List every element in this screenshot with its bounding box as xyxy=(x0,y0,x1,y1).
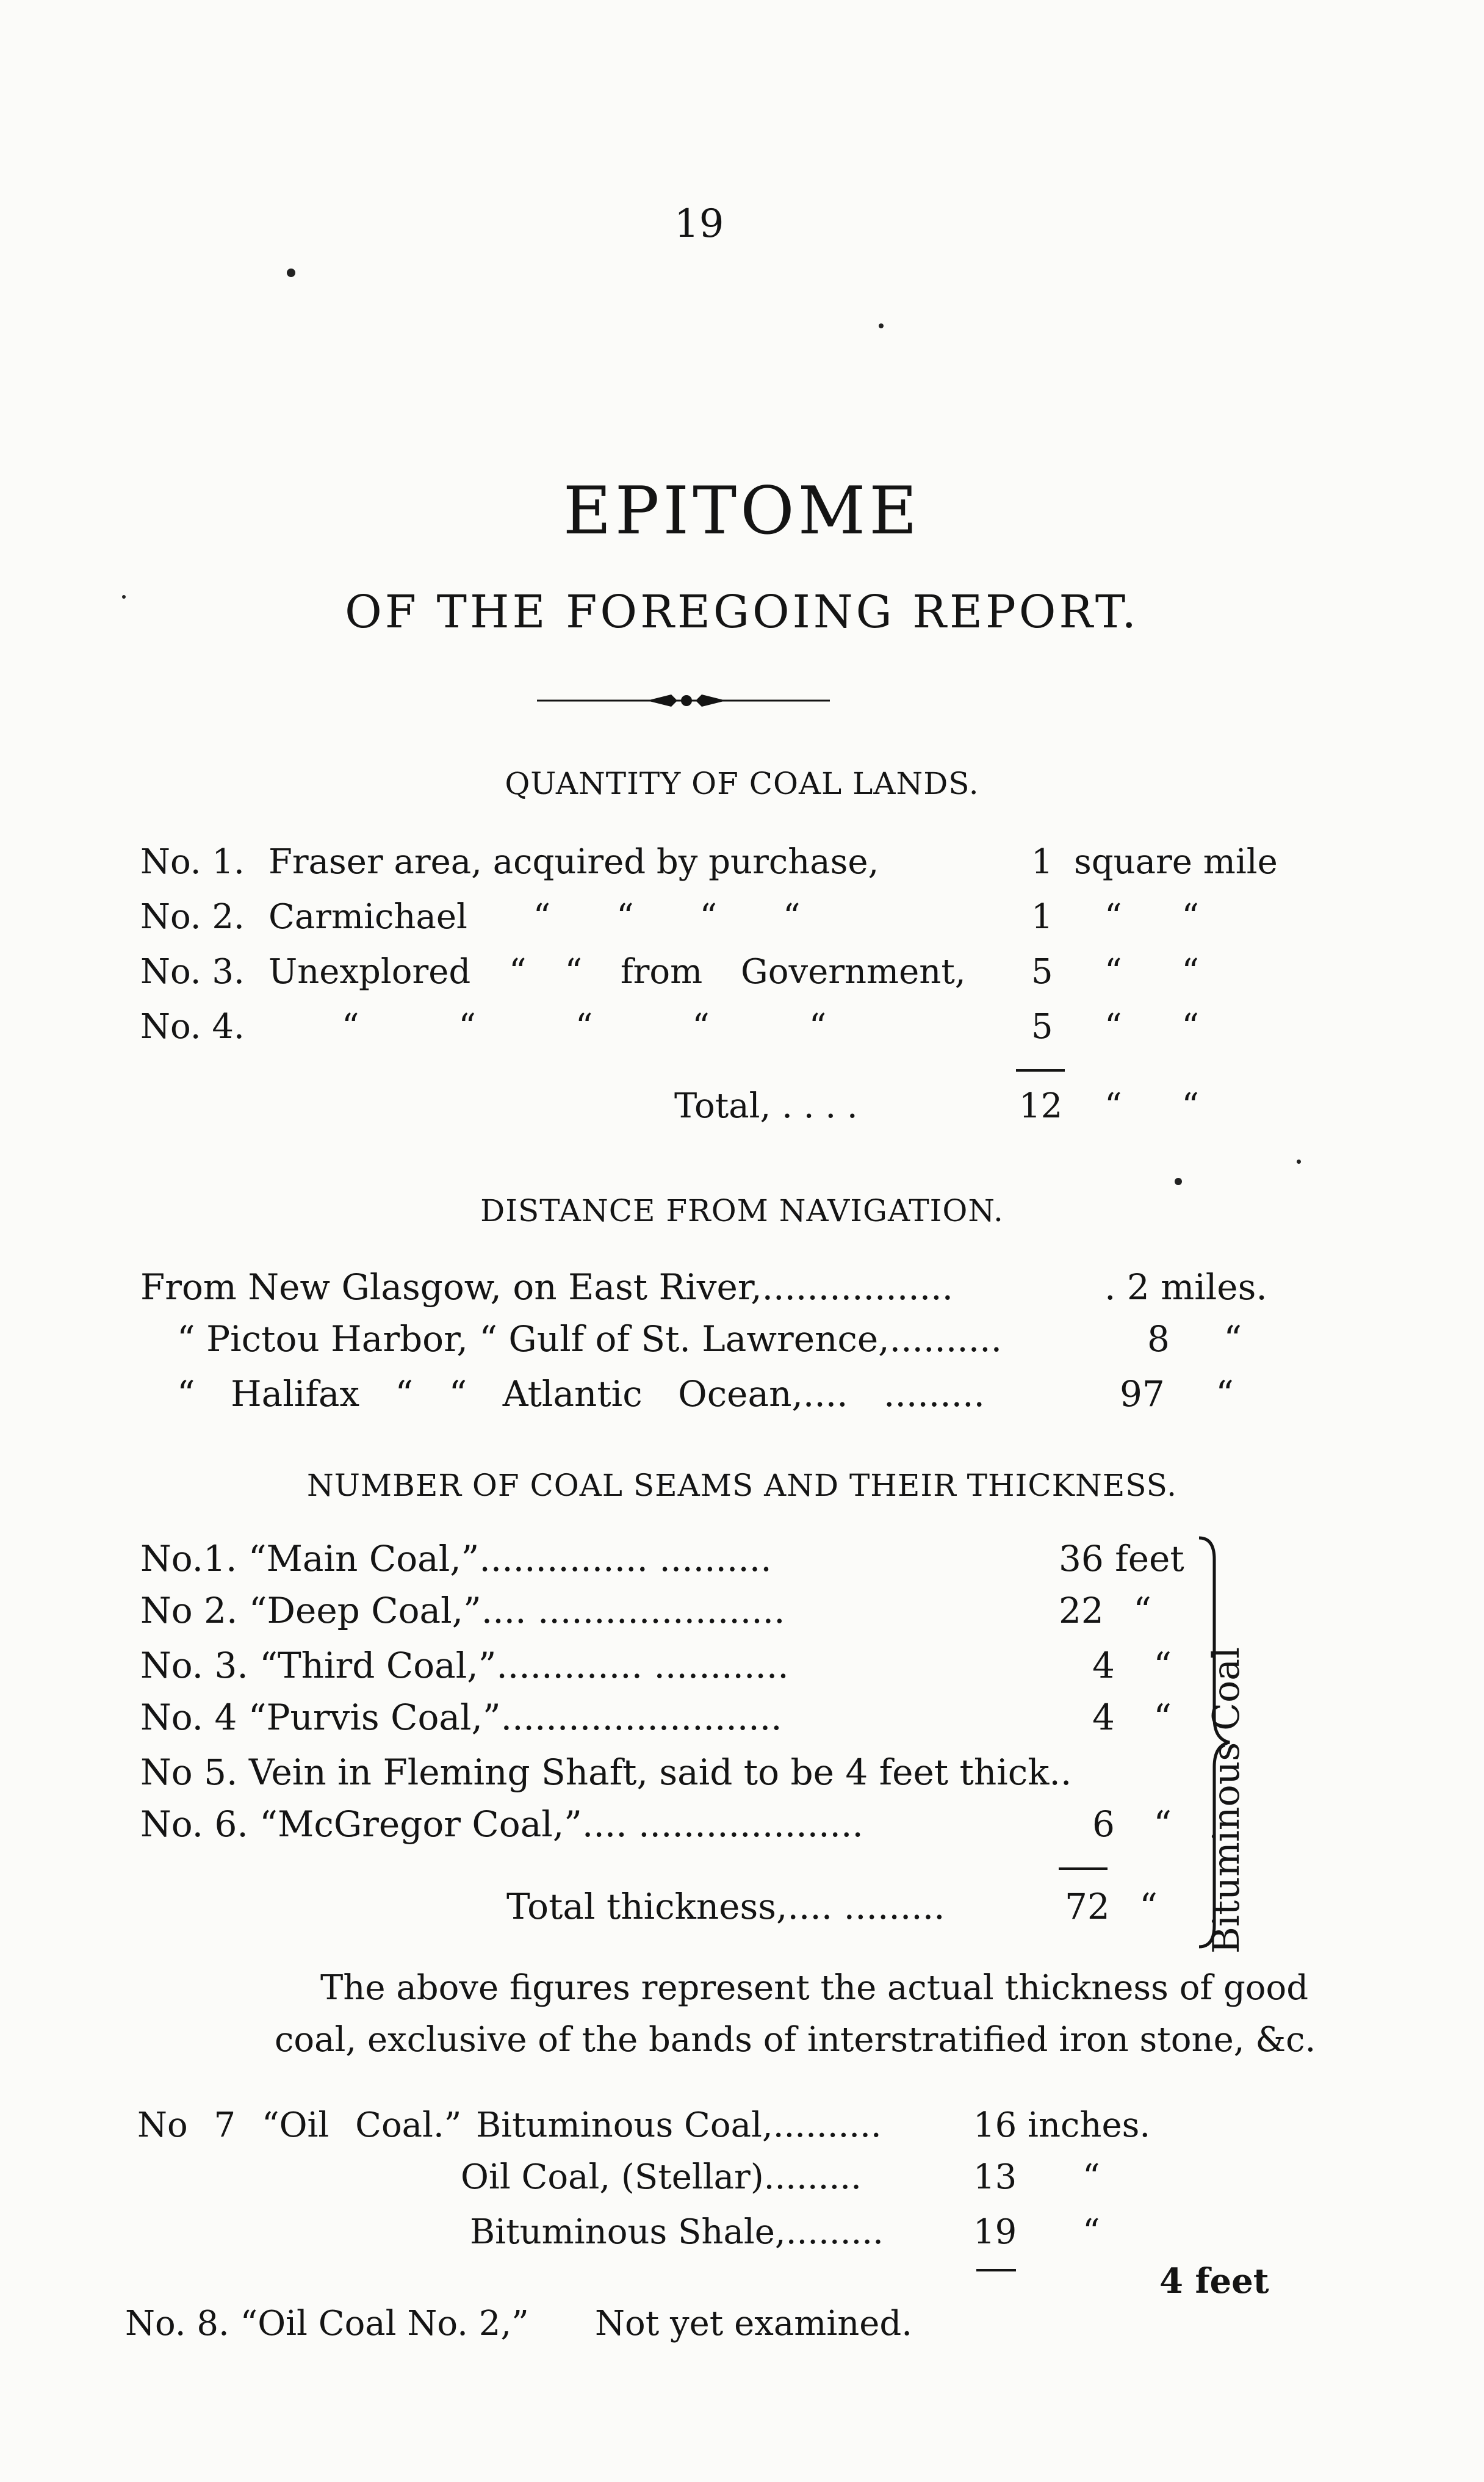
quantity-row-num: 1 xyxy=(1031,842,1053,882)
seam-row-value: 4 “ xyxy=(1092,1645,1172,1686)
oil-row-value: 19 “ xyxy=(973,2212,1100,2252)
scan-speck xyxy=(287,269,295,277)
seam-row-text: No 5. Vein in Fleming Shaft, said to be 4 feet thick.. xyxy=(140,1751,1072,1793)
seam-row-text: No. 4 “Purvis Coal,”......................... xyxy=(140,1697,782,1738)
oil-total: 4 feet xyxy=(1159,2261,1269,2301)
distance-row-text: “ Halifax “ “ Atlantic Ocean,.... ......... xyxy=(177,1373,985,1415)
note-line: The above figures represent the actual thickness of good xyxy=(320,1968,1309,2008)
oil-row-label: Bituminous Coal,.......... xyxy=(476,2105,882,2145)
page-number: 19 xyxy=(674,201,724,247)
distance-row-value: . 2 miles. xyxy=(1104,1266,1267,1308)
note-line: coal, exclusive of the bands of interstratified iron stone, &c. xyxy=(275,2020,1316,2060)
quantity-row-num: 5 xyxy=(1031,952,1053,992)
oil-no8-label: No. 8. “Oil Coal No. 2,” xyxy=(125,2304,529,2343)
oil-no7-label: No 7 “Oil Coal.” xyxy=(137,2105,462,2145)
quantity-row-no: No. 4. xyxy=(140,1007,245,1047)
seam-row-value: 4 “ xyxy=(1092,1697,1172,1738)
sum-rule xyxy=(1059,1867,1108,1870)
seam-row-text: No. 3. “Third Coal,”............. ............ xyxy=(140,1645,789,1686)
quantity-row-no: No. 2. xyxy=(140,897,245,937)
quantity-row-unit: “ “ xyxy=(1104,952,1200,992)
distance-row-value: 97 “ xyxy=(1120,1373,1234,1415)
seam-row-value: 22 “ xyxy=(1059,1590,1151,1631)
page-title: EPITOME xyxy=(563,473,921,549)
quantity-row-desc: “ “ “ “ “ xyxy=(342,1007,827,1047)
seams-total-label: Total thickness,.... ......... xyxy=(506,1886,945,1927)
scan-speck xyxy=(122,595,126,599)
quantity-row-unit: “ “ xyxy=(1104,1007,1200,1047)
distance-row-text: From New Glasgow, on East River,................. xyxy=(140,1266,954,1308)
scan-speck xyxy=(1175,1178,1182,1185)
quantity-total-num: 12 xyxy=(1019,1086,1063,1126)
scan-speck xyxy=(879,323,884,328)
quantity-row-unit: “ “ xyxy=(1104,897,1200,937)
page-subtitle: OF THE FOREGOING REPORT. xyxy=(345,586,1139,638)
quantity-row-desc: Carmichael “ “ “ “ xyxy=(268,897,801,937)
bituminous-coal-label: Bituminous Coal xyxy=(1205,1647,1248,1954)
seam-row-text: No 2. “Deep Coal,”.... ...................... xyxy=(140,1590,785,1631)
scan-speck xyxy=(1297,1160,1301,1164)
quantity-row-unit: square mile xyxy=(1074,842,1278,882)
quantity-row-num: 5 xyxy=(1031,1007,1053,1047)
oil-row-label: Oil Coal, (Stellar)......... xyxy=(461,2157,862,2197)
sum-rule xyxy=(1016,1069,1065,1072)
distance-row-value: 8 “ xyxy=(1147,1318,1242,1360)
distance-heading: DISTANCE FROM NAVIGATION. xyxy=(480,1193,1004,1228)
quantity-heading: QUANTITY OF COAL LANDS. xyxy=(505,766,979,801)
seams-total-value: 72 “ xyxy=(1065,1886,1158,1927)
quantity-row-desc: Fraser area, acquired by purchase, xyxy=(268,842,879,882)
oil-row-label: Bituminous Shale,......... xyxy=(470,2212,884,2252)
quantity-row-num: 1 xyxy=(1031,897,1053,937)
quantity-row-desc: Unexplored “ “ from Government, xyxy=(268,952,966,992)
oil-row-value: 16 inches. xyxy=(973,2105,1151,2145)
sum-rule xyxy=(976,2269,1016,2271)
seam-row-value: 36 feet xyxy=(1059,1538,1184,1579)
ornament-rule-icon xyxy=(537,688,830,713)
oil-no8-status: Not yet examined. xyxy=(595,2304,913,2343)
quantity-total-label: Total, . . . . xyxy=(674,1086,858,1126)
seam-row-value: 6 “ xyxy=(1092,1803,1172,1845)
quantity-row-no: No. 1. xyxy=(140,842,245,882)
oil-row-value: 13 “ xyxy=(973,2157,1100,2197)
seam-row-text: No.1. “Main Coal,”............... .......... xyxy=(140,1538,772,1579)
quantity-total-unit: “ “ xyxy=(1104,1086,1200,1126)
distance-row-text: “ Pictou Harbor, “ Gulf of St. Lawrence,.......... xyxy=(177,1318,1003,1360)
seam-row-text: No. 6. “McGregor Coal,”.... .................... xyxy=(140,1803,863,1845)
seams-heading: NUMBER OF COAL SEAMS AND THEIR THICKNESS. xyxy=(307,1468,1177,1503)
quantity-row-no: No. 3. xyxy=(140,952,245,992)
